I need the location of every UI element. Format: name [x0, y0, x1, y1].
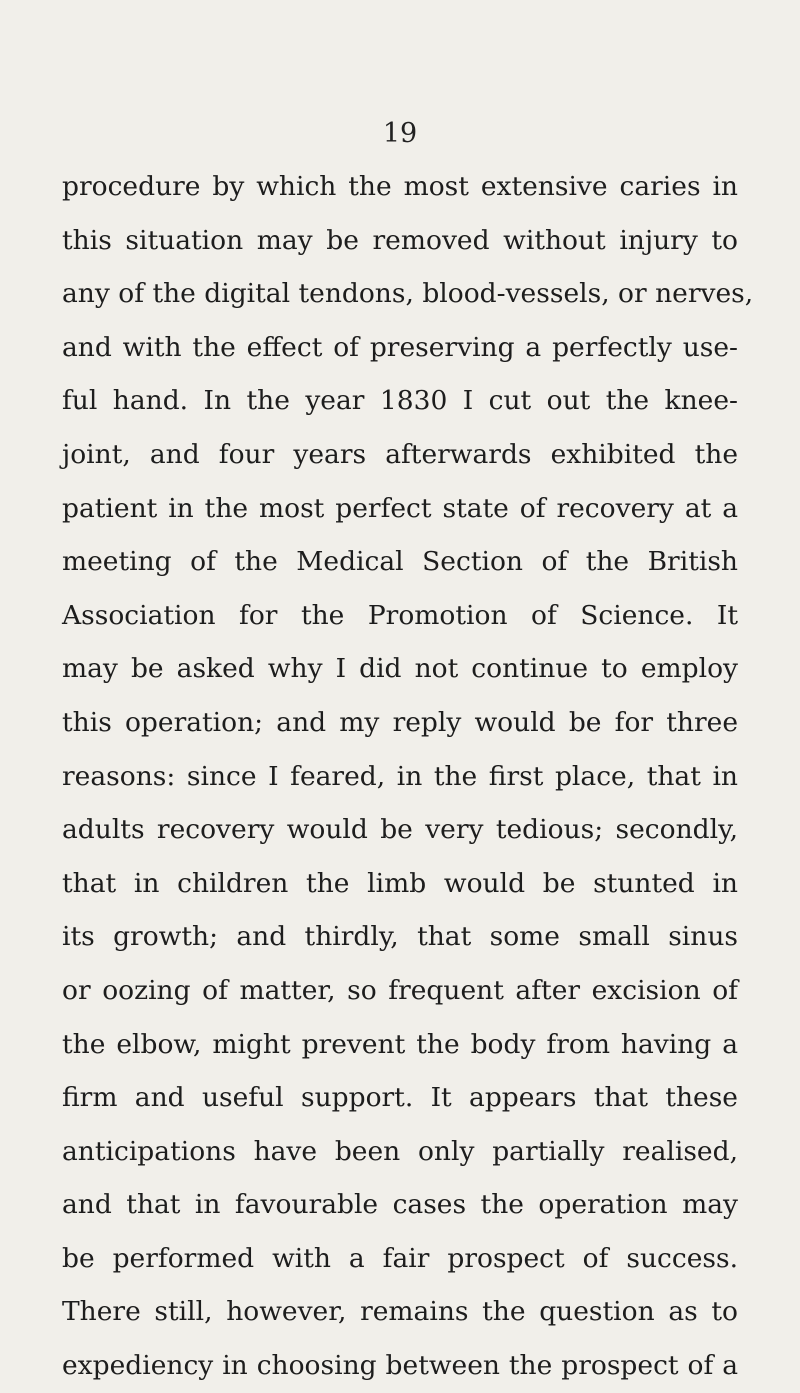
page-number: 19 [382, 118, 418, 149]
text-line: Association for the Promotion of Science. It [62, 599, 738, 631]
text-line: meeting of the Medical Section of the British [62, 546, 738, 578]
text-line: this situation may be removed without injury to [62, 224, 738, 256]
text-line: procedure by which the most extensive caries in [62, 171, 738, 202]
text-line: adults recovery would be very tedious; secondly, [62, 814, 738, 846]
text-line: be performed with a fair prospect of success. [62, 1242, 738, 1274]
text-line: patient in the most perfect state of recovery at a [62, 492, 738, 524]
text-line: joint, and four years afterwards exhibited the [62, 438, 738, 470]
text-line: its growth; and thirdly, that some small sinus [62, 921, 738, 953]
text-line: There still, however, remains the question as to [62, 1296, 738, 1328]
text-line: the elbow, might prevent the body from having a [62, 1028, 738, 1060]
text-line: any of the digital tendons, blood-vessels, or nerves, [62, 278, 754, 310]
text-line: may be asked why I did not continue to employ [62, 653, 738, 685]
text-line: this operation; and my reply would be for three [62, 706, 738, 738]
text-line: and with the effect of preserving a perfectly use- [62, 331, 738, 363]
text-line: that in children the limb would be stunted in [62, 867, 738, 899]
text-line: anticipations have been only partially realised, [62, 1135, 738, 1167]
body-text [62, 160, 754, 1393]
text-line: reasons: since I feared, in the first place, that in [62, 760, 738, 792]
text-line: and that in favourable cases the operation may [62, 1189, 738, 1221]
text-line: ful hand. In the year 1830 I cut out the knee- [62, 385, 738, 417]
text-line: expediency in choosing between the prospect of a [62, 1350, 738, 1382]
text-line: firm and useful support. It appears that these [62, 1082, 738, 1114]
text-line: or oozing of matter, so frequent after excision of [62, 974, 738, 1006]
